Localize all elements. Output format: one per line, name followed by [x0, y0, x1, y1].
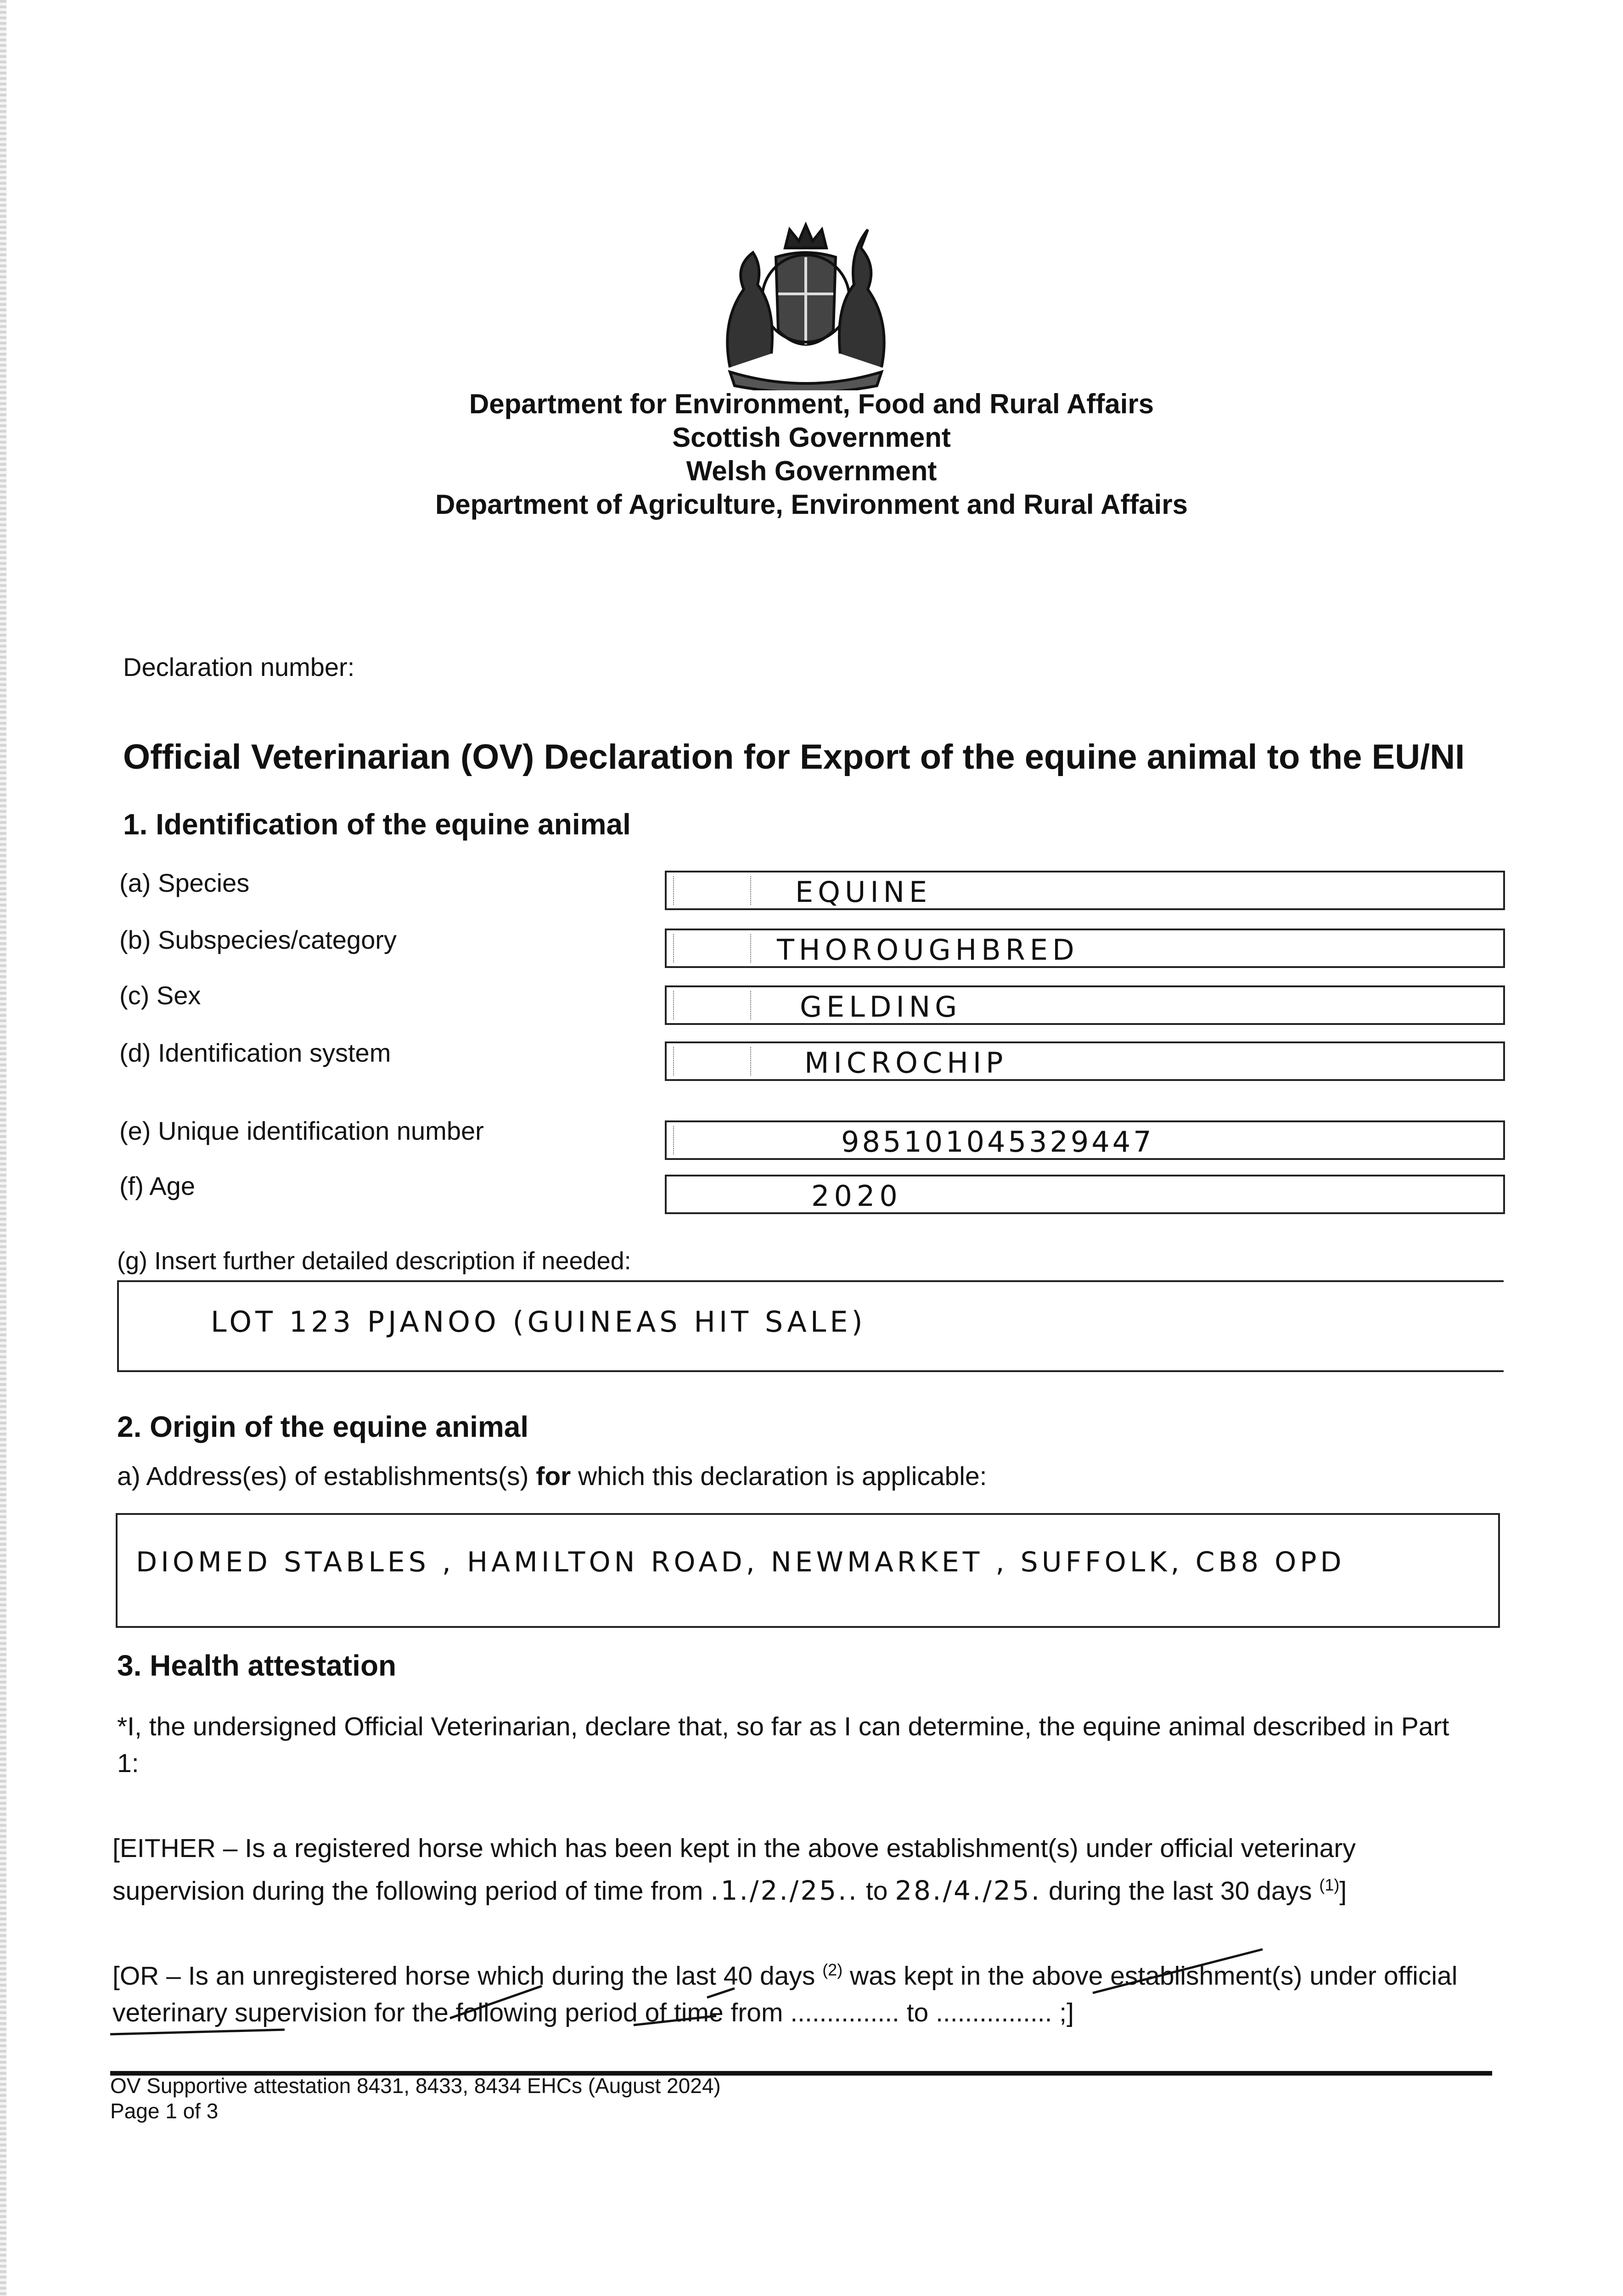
subspecies-label: (b) Subspecies/category	[119, 925, 397, 954]
subspecies-value: THOROUGHBRED	[777, 933, 1079, 967]
department-welsh-government: Welsh Government	[686, 456, 937, 486]
age-value: 2020	[811, 1179, 902, 1213]
section-3-heading: 3. Health attestation	[117, 1649, 397, 1682]
species-label: (a) Species	[119, 868, 250, 897]
department-daera: Department of Agriculture, Environment and Rural Affairs	[435, 489, 1188, 520]
sex-value: GELDING	[800, 990, 962, 1024]
uid-value: 985101045329447	[841, 1125, 1154, 1159]
either-date-from: .1./2./25..	[710, 1875, 859, 1906]
section-2-heading: 2. Origin of the equine animal	[117, 1410, 529, 1443]
attestation-intro: *I, the undersigned Official Veterinarian, declare that, so far as I can determine, the equine animal described in Part 1:	[117, 1712, 1449, 1778]
species-value: EQUINE	[795, 875, 932, 909]
uid-label: (e) Unique identification number	[119, 1116, 484, 1145]
page-title: Official Veterinarian (OV) Declaration for Export of the equine animal to the EU/NI	[123, 737, 1465, 777]
further-description-value: LOT 123 PJANOO (GUINEAS HIT SALE)	[211, 1305, 866, 1339]
department-defra: Department for Environment, Food and Rural Affairs	[469, 388, 1154, 419]
section-1-heading: 1. Identification of the equine animal	[123, 808, 631, 841]
either-date-to: 28./4./25.	[895, 1875, 1042, 1906]
department-scottish-government: Scottish Government	[672, 422, 951, 453]
sex-label: (c) Sex	[119, 981, 201, 1010]
footer-attestation: OV Supportive attestation 8431, 8433, 8434 EHCs (August 2024)	[110, 2074, 721, 2098]
attestation-either: [EITHER – Is a registered horse which has been kept in the above establishment(s) under official veterinary supervision during the following period of time from .1./2./25.. to 28./4./25. during the last 30 days $^{(1)}$]	[112, 1834, 1356, 1906]
declaration-number-label: Declaration number:	[123, 653, 355, 681]
footer-page-number: Page 1 of 3	[110, 2099, 219, 2123]
attestation-or: [OR – Is an unregistered horse which during the last 40 days $^{(2)}$ was kept in the above establishment(s) under official veterinary supervision for the following period of time from ............... to ................ ;]	[112, 1960, 1458, 2027]
further-description-label: (g) Insert further detailed description if needed:	[117, 1247, 631, 1275]
age-label: (f) Age	[119, 1171, 195, 1200]
identification-system-label: (d) Identification system	[119, 1038, 391, 1067]
address-value: DIOMED STABLES , HAMILTON ROAD, NEWMARKET , SUFFOLK, CB8 OPD	[136, 1546, 1345, 1578]
address-instruction: a) Address(es) of establishments(s) for which this declaration is applicable:	[117, 1462, 987, 1491]
identification-system-value: MICROCHIP	[804, 1046, 1008, 1080]
